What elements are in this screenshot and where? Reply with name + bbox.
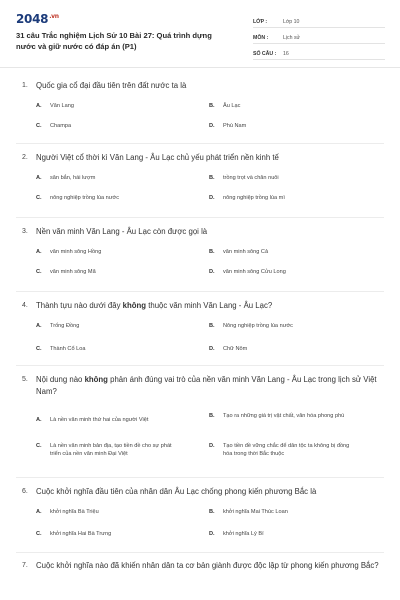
answer-d[interactable]: D. Chữ Nôm xyxy=(209,346,248,352)
meta-value: 16 xyxy=(283,51,289,57)
meta-row-count xyxy=(253,46,385,60)
answer-b[interactable]: B. khởi nghĩa Mai Thúc Loan xyxy=(209,509,288,515)
page-header xyxy=(0,0,400,68)
question-number: 3. xyxy=(22,228,28,235)
answer-c[interactable]: C. Là nền văn minh bản địa, tạo tiền đề cho sự phát triển của nền văn minh Đại Việt xyxy=(36,443,172,457)
answer-c[interactable]: C. văn minh sông Mã xyxy=(36,269,96,275)
question-divider xyxy=(16,365,384,366)
question-1 xyxy=(22,80,382,132)
answer-a[interactable]: A. Là nền văn minh thứ hai của người Việt xyxy=(36,417,149,423)
meta-key: SỐ CÂU : xyxy=(253,51,277,57)
meta-value: Lớp 10 xyxy=(283,19,300,25)
answer-a[interactable]: A. Văn Lang xyxy=(36,103,74,109)
answer-a[interactable]: A. khởi nghĩa Bà Triệu xyxy=(36,509,99,515)
answer-a[interactable]: A. săn bắn, hái lượm xyxy=(36,175,96,181)
question-number: 5. xyxy=(22,376,28,383)
question-number: 1. xyxy=(22,82,28,89)
answer-b[interactable]: B. Tạo ra những giá trị vật chất, văn hóa phong phú xyxy=(209,413,345,419)
meta-row-subject xyxy=(253,30,385,44)
question-number: 2. xyxy=(22,154,28,161)
logo-number: 2048 xyxy=(16,12,49,26)
answer-d[interactable]: D. văn minh sông Cửu Long xyxy=(209,269,286,275)
question-text: Nền văn minh Văn Lang - Âu Lạc còn được gọi là xyxy=(36,227,208,236)
answer-a[interactable]: A. Trống Đồng xyxy=(36,323,80,329)
question-text: Thành tựu nào dưới đây không thuộc văn minh Văn Lang - Âu Lạc? xyxy=(36,301,273,310)
question-2 xyxy=(22,152,382,204)
question-text: Nội dung nào không phản ánh đúng vai trò của nền văn minh Văn Lang - Âu Lạc trong lịch sử Việt Nam? xyxy=(36,375,377,396)
question-7 xyxy=(22,560,382,572)
answer-b[interactable]: B. Nông nghiệp trồng lúa nước xyxy=(209,323,293,329)
question-divider xyxy=(16,217,384,218)
question-number: 4. xyxy=(22,302,28,309)
question-text: Quốc gia cổ đại đầu tiên trên đất nước ta là xyxy=(36,81,187,90)
meta-key: MÔN : xyxy=(253,35,269,41)
question-6 xyxy=(22,486,382,538)
answer-c[interactable]: C. nông nghiệp trồng lúa nước xyxy=(36,195,119,201)
question-divider xyxy=(16,143,384,144)
question-number: 7. xyxy=(22,562,28,569)
question-divider xyxy=(16,552,384,553)
logo-tld: .vn xyxy=(49,13,59,20)
meta-key: LỚP : xyxy=(253,19,268,25)
answer-b[interactable]: B. văn minh sông Cả xyxy=(209,249,269,255)
question-text: Cuộc khởi nghĩa nào đã khiến nhân dân ta cơ bản giành được độc lập từ phong kiến phương Bắc? xyxy=(36,561,379,570)
answer-d[interactable]: D. Phù Nam xyxy=(209,123,247,129)
answer-b[interactable]: B. trồng trọt và chăn nuôi xyxy=(209,175,279,181)
answer-a[interactable]: A. văn minh sông Hồng xyxy=(36,249,102,255)
question-5 xyxy=(22,374,382,468)
answer-d[interactable]: D. Tạo tiền đề vững chắc để dân tộc ta không bị đồng hóa trong thời Bắc thuộc xyxy=(209,443,350,457)
page-title: 31 câu Trắc nghiệm Lịch Sử 10 Bài 27: Quá trình dựng nước và giữ nước có đáp án (P1) xyxy=(16,31,212,51)
meta-value: Lịch sử xyxy=(283,35,301,41)
answer-c[interactable]: C. Champa xyxy=(36,123,72,129)
quiz-meta xyxy=(253,14,385,62)
answer-c[interactable]: C. khởi nghĩa Hai Bà Trưng xyxy=(36,531,112,537)
answer-d[interactable]: D. nông nghiệp trồng lúa mì xyxy=(209,195,285,201)
question-4 xyxy=(22,300,382,352)
answer-b[interactable]: B. Âu Lạc xyxy=(209,103,241,109)
question-text: Cuộc khởi nghĩa đầu tiên của nhân dân Âu Lạc chống phong kiến phương Bắc là xyxy=(36,487,317,496)
meta-row-class xyxy=(253,14,385,28)
question-number: 6. xyxy=(22,488,28,495)
answer-c[interactable]: C. Thành Cổ Loa xyxy=(36,346,86,352)
question-divider xyxy=(16,477,384,478)
question-divider xyxy=(16,291,384,292)
question-3 xyxy=(22,226,382,278)
question-text: Người Việt cổ thời kì Văn Lang - Âu Lạc chủ yếu phát triển nền kinh tế xyxy=(36,153,279,162)
answer-d[interactable]: D. khởi nghĩa Lý Bí xyxy=(209,531,264,537)
